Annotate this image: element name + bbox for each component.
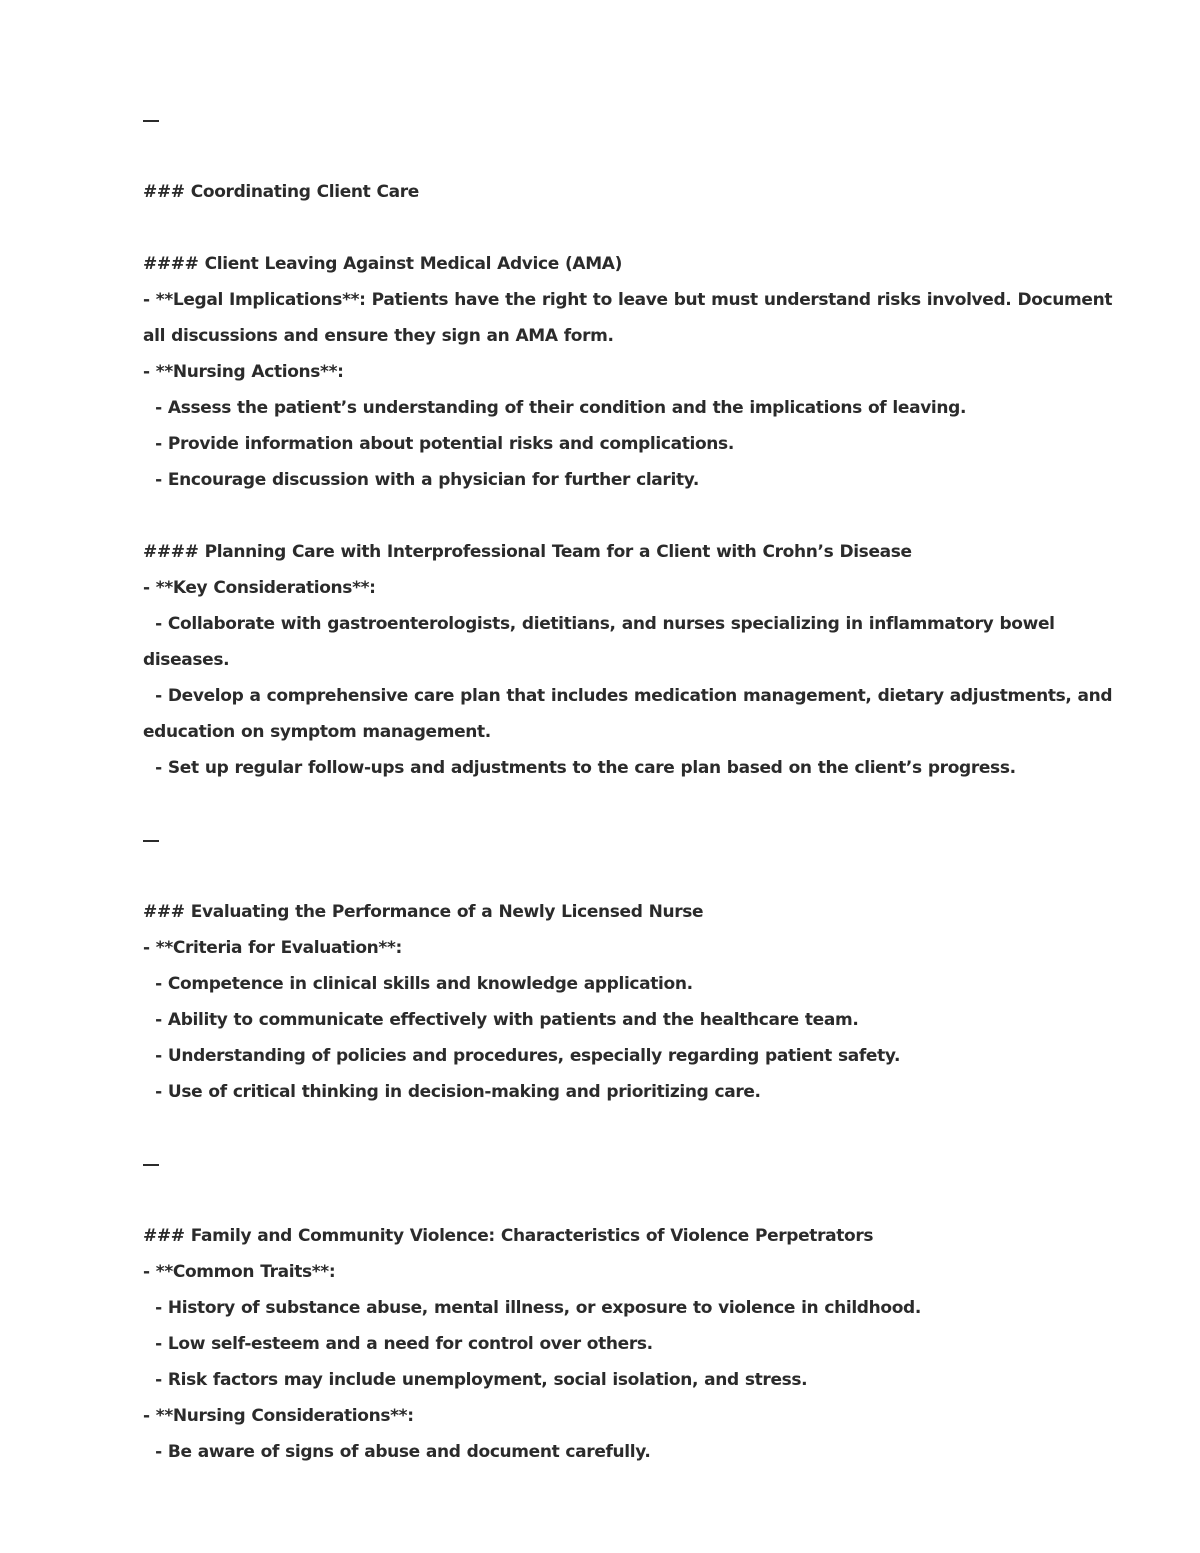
list-item: - History of substance abuse, mental illness, or exposure to violence in childhood. [143, 1298, 921, 1318]
legal-implications-item: - **Legal Implications**: Patients have the right to leave but must understand risks involved. Document all discussions and ensure they sign an AMA form. [143, 290, 1119, 346]
list-item: - Competence in clinical skills and knowledge application. [143, 974, 693, 994]
list-item: - Be aware of signs of abuse and document carefully. [143, 1442, 651, 1462]
section-heading-coordinating-client-care: ### Coordinating Client Care [143, 182, 419, 202]
nursing-considerations-label: - **Nursing Considerations**: [143, 1406, 414, 1426]
subsection-heading-crohns: #### Planning Care with Interprofessional Team for a Client with Crohn’s Disease [143, 542, 912, 562]
list-item: - Encourage discussion with a physician for further clarity. [143, 470, 700, 490]
list-item: - Collaborate with gastroenterologists, dietitians, and nurses specializing in inflammatory bowel diseases. [143, 614, 1061, 670]
list-item: - Use of critical thinking in decision-making and prioritizing care. [143, 1082, 761, 1102]
subsection-heading-ama: #### Client Leaving Against Medical Advice (AMA) [143, 254, 622, 274]
list-item: - Ability to communicate effectively with patients and the healthcare team. [143, 1010, 859, 1030]
key-considerations-label: - **Key Considerations**: [143, 578, 376, 598]
separator [143, 102, 1118, 138]
list-item: - Assess the patient’s understanding of their condition and the implications of leaving. [143, 398, 967, 418]
list-item: - Provide information about potential risks and complications. [143, 434, 734, 454]
nursing-actions-label: - **Nursing Actions**: [143, 362, 344, 382]
common-traits-label: - **Common Traits**: [143, 1262, 336, 1282]
list-item: - Develop a comprehensive care plan that includes medication management, dietary adjustments, and education on symptom management. [143, 686, 1119, 742]
list-item: - Risk factors may include unemployment, social isolation, and stress. [143, 1370, 808, 1390]
list-item: - Low self-esteem and a need for control over others. [143, 1334, 653, 1354]
list-item: - Set up regular follow-ups and adjustments to the care plan based on the client’s progress. [143, 758, 1016, 778]
separator [143, 1146, 1118, 1182]
section-heading-violence: ### Family and Community Violence: Characteristics of Violence Perpetrators [143, 1226, 874, 1246]
document-body [143, 102, 1118, 1470]
list-item: - Understanding of policies and procedures, especially regarding patient safety. [143, 1046, 901, 1066]
section-heading-evaluating-nurse: ### Evaluating the Performance of a Newly Licensed Nurse [143, 902, 704, 922]
separator [143, 822, 1118, 858]
criteria-label: - **Criteria for Evaluation**: [143, 938, 402, 958]
